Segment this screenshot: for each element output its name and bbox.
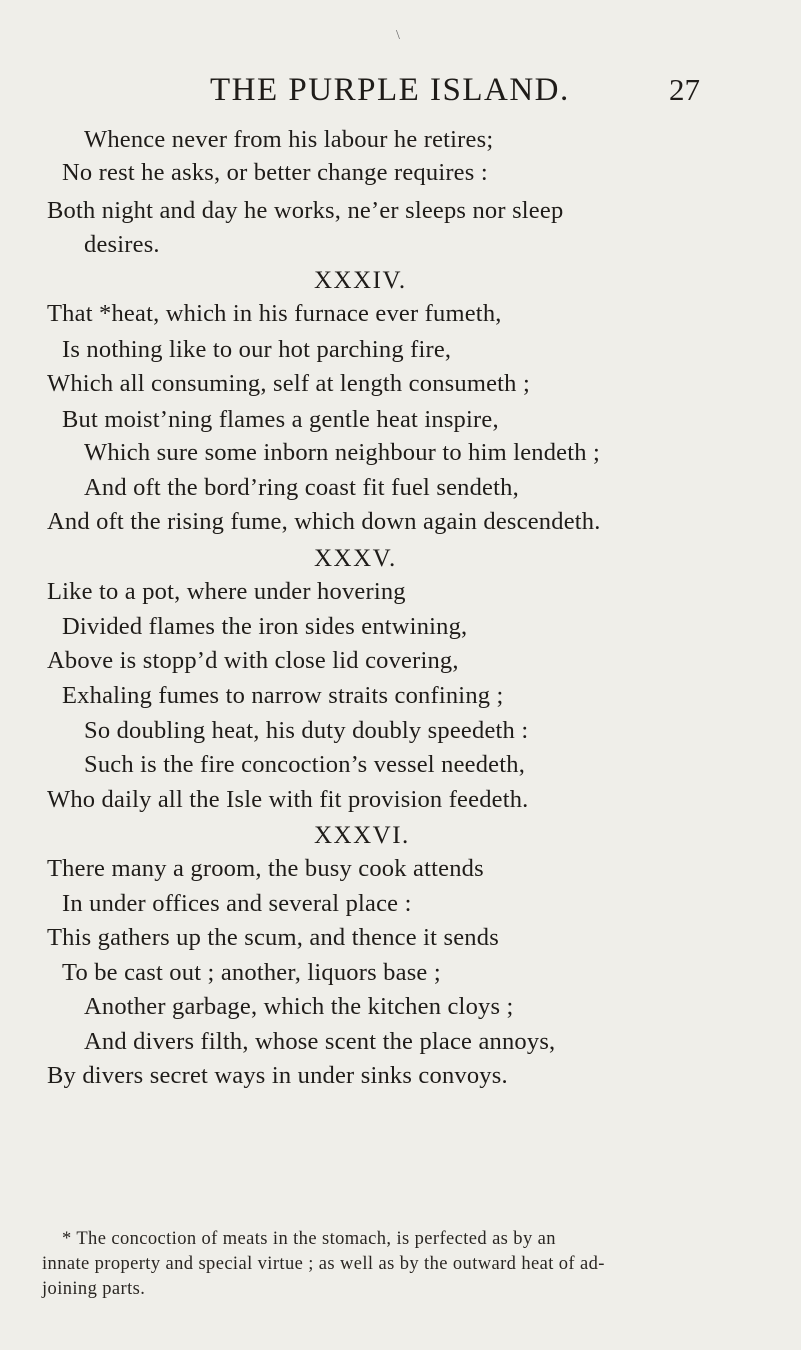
page-header xyxy=(0,72,801,112)
footnote-line: joining parts. xyxy=(42,1279,146,1299)
stanza-number: XXXIV. xyxy=(314,267,407,294)
verse-line: Which all consuming, self at length consumeth ; xyxy=(47,370,530,397)
verse-line: This gathers up the scum, and thence it sends xyxy=(47,924,499,951)
verse-line: Whence never from his labour he retires; xyxy=(84,126,494,153)
top-mark: \ xyxy=(396,28,400,43)
verse-line: Who daily all the Isle with fit provision feedeth. xyxy=(47,786,529,813)
verse-line: To be cast out ; another, liquors base ; xyxy=(62,959,441,986)
verse-line: But moist’ning flames a gentle heat inspire, xyxy=(62,406,499,433)
page-number: 27 xyxy=(669,72,700,107)
stanza-number: XXXV. xyxy=(314,545,397,572)
verse-line: Above is stopp’d with close lid covering, xyxy=(47,647,459,674)
verse-line: Both night and day he works, ne’er sleeps nor sleep xyxy=(47,197,564,224)
verse-line: Which sure some inborn neighbour to him lendeth ; xyxy=(84,439,601,466)
verse-line: That *heat, which in his furnace ever fumeth, xyxy=(47,300,502,327)
verse-line: By divers secret ways in under sinks convoys. xyxy=(47,1062,508,1089)
verse-line: Divided flames the iron sides entwining, xyxy=(62,613,468,640)
verse-line: desires. xyxy=(84,231,160,258)
stanza-number: XXXVI. xyxy=(314,822,410,849)
verse-line: No rest he asks, or better change requires : xyxy=(62,159,488,186)
footnote-line: innate property and special virtue ; as well as by the outward heat of ad- xyxy=(42,1254,605,1274)
verse-line: Another garbage, which the kitchen cloys ; xyxy=(84,993,514,1020)
verse-line: There many a groom, the busy cook attends xyxy=(47,855,484,882)
footnote-line: * The concoction of meats in the stomach, is perfected as by an xyxy=(62,1229,556,1249)
verse-line: Like to a pot, where under hovering xyxy=(47,578,406,605)
verse-line: And oft the rising fume, which down again descendeth. xyxy=(47,508,601,535)
verse-line: Exhaling fumes to narrow straits confining ; xyxy=(62,682,504,709)
running-title: THE PURPLE ISLAND. xyxy=(210,72,570,108)
verse-line: And divers filth, whose scent the place annoys, xyxy=(84,1028,556,1055)
verse-line: In under offices and several place : xyxy=(62,890,412,917)
footnote xyxy=(42,1227,782,1302)
verse-line: Is nothing like to our hot parching fire, xyxy=(62,336,452,363)
verse-line: And oft the bord’ring coast fit fuel sendeth, xyxy=(84,474,519,501)
verse-line: Such is the fire concoction’s vessel needeth, xyxy=(84,751,526,778)
verse-line: So doubling heat, his duty doubly speedeth : xyxy=(84,717,529,744)
